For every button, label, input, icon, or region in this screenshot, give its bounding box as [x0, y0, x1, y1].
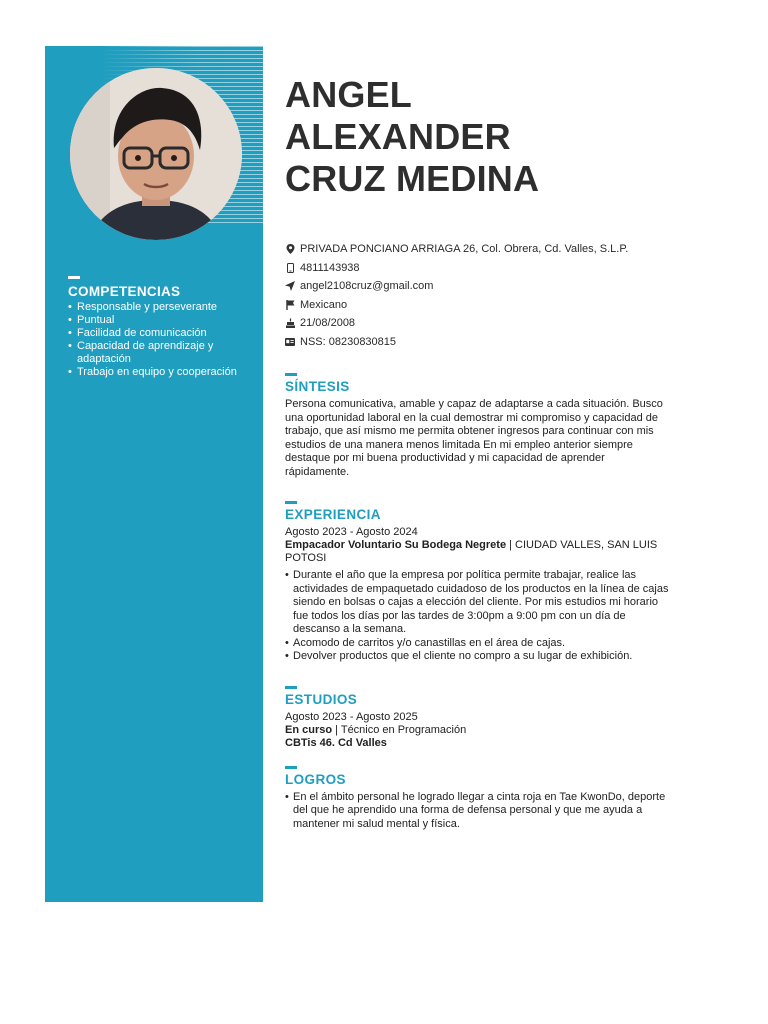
main-content — [285, 74, 685, 831]
contact-phone — [285, 259, 685, 278]
experiencia-role: Empacador Voluntario Su Bodega Negrete — [285, 539, 507, 551]
list-item: • Puntual — [68, 314, 258, 327]
birthdate-text: 21/08/2008 — [300, 317, 356, 329]
candidate-name — [285, 74, 685, 200]
logros-title: LOGROS — [285, 771, 346, 787]
experiencia-title: EXPERIENCIA — [285, 507, 381, 522]
competencias-section — [68, 276, 258, 379]
name-line: ALEXANDER — [285, 116, 511, 157]
section-accent — [285, 501, 297, 504]
sintesis-section — [285, 373, 685, 479]
experiencia-bullets — [285, 569, 675, 664]
address-text: PRIVADA PONCIANO ARRIAGA 26, Col. Obrera, Cd. Valles, S.L.P. — [300, 243, 629, 255]
contact-list — [285, 240, 685, 351]
list-item: • En el ámbito personal he logrado llegar a cinta roja en Tae KwonDo, deporte del que he aprendido una forma de defensa personal y que me ayuda a mantener mi salud mental y física. — [285, 791, 675, 832]
experiencia-dates: Agosto 2023 - Agosto 2024 — [285, 526, 418, 538]
person-portrait-icon — [70, 68, 242, 240]
list-item: • Responsable y perseverante — [68, 301, 258, 314]
contact-address — [285, 240, 685, 259]
list-item: • Acomodo de carritos y/o canastillas en el área de cajas. — [285, 637, 675, 651]
section-accent — [285, 686, 297, 689]
cake-icon — [285, 318, 295, 328]
sintesis-title: SÍNTESIS — [285, 379, 350, 394]
list-item: • Devolver productos que el cliente no compro a su lugar de exhibición. — [285, 650, 675, 664]
logros-section — [285, 766, 685, 832]
list-item: • Facilidad de comunicación — [68, 327, 258, 340]
nss-text: NSS: 08230830815 — [300, 335, 397, 348]
competencias-title: COMPETENCIAS — [68, 284, 181, 299]
id-card-icon — [285, 337, 295, 347]
experiencia-position — [285, 539, 685, 565]
experiencia-section — [285, 501, 685, 664]
logros-bullets — [285, 791, 675, 832]
nationality-text: Mexicano — [300, 298, 348, 311]
estudios-dates: Agosto 2023 - Agosto 2025 — [285, 710, 418, 723]
flag-icon — [285, 300, 295, 310]
section-accent — [285, 766, 297, 769]
sintesis-text: Persona comunicativa, amable y capaz de adaptarse a cada situación. Busco una oportunidad laboral en la cual demostrar mi compromiso y capacidad de trabajo, que así mismo me permita obtener ingresos para continuar con mis estudios de una manera menos limitada En mi empleo anterior siempre destaque por mi buena productividad y mi capacidad de aprender rápidamente. — [285, 398, 663, 478]
section-accent — [285, 373, 297, 376]
section-accent — [68, 276, 80, 279]
list-item: • Capacidad de aprendizaje y adaptación — [68, 340, 258, 366]
estudios-status: En curso — [285, 723, 333, 736]
list-item: • Durante el año que la empresa por política permite trabajar, realice las actividades de empaquetado cuidadoso de los productos en la línea de cajas siendo en bolsas o cajas a elección del cliente. Por mis estudios mi horario fue todos los días por las tardes de 3:00pm a 9:00 pm con un día de descanso a la semana. — [285, 569, 675, 637]
map-pin-icon — [285, 244, 295, 254]
contact-nationality — [285, 296, 685, 315]
sidebar — [45, 46, 263, 902]
experiencia-location: | CIUDAD VALLES, SAN LUIS POTOSI — [285, 539, 658, 564]
estudios-program: | Técnico en Programación — [332, 723, 467, 736]
name-line: CRUZ MEDINA — [285, 158, 540, 199]
email-text: angel2108cruz@gmail.com — [300, 280, 434, 292]
phone-text: 4811143938 — [300, 261, 360, 274]
estudios-section — [285, 686, 685, 750]
name-line: ANGEL — [285, 74, 412, 115]
contact-birthdate — [285, 314, 685, 333]
competencias-list — [68, 301, 258, 379]
contact-nss — [285, 333, 685, 352]
profile-photo — [70, 68, 242, 240]
estudios-program-line — [285, 724, 685, 737]
estudios-school: CBTis 46. Cd Valles — [285, 736, 387, 749]
contact-email — [285, 277, 685, 296]
send-icon — [285, 281, 295, 291]
phone-icon — [285, 263, 295, 273]
estudios-title: ESTUDIOS — [285, 691, 358, 707]
list-item: • Trabajo en equipo y cooperación — [68, 366, 258, 379]
